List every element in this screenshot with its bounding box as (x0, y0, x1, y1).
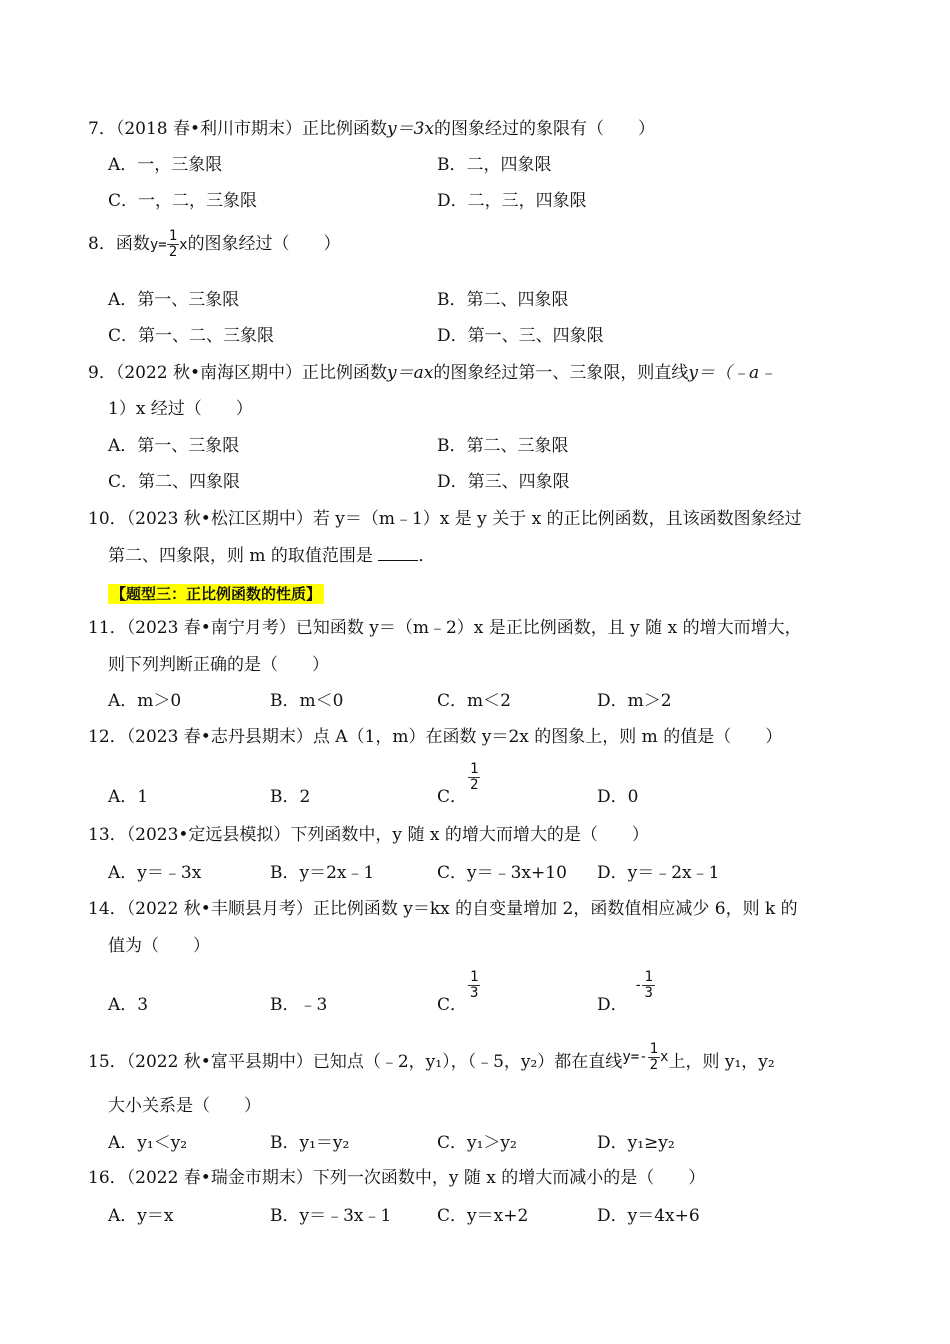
q14-option-a: A．3 (108, 995, 149, 1015)
q8-option-b: B．第二、四象限 (437, 290, 569, 310)
question-7-stem: 7．（2018 春•利川市期末）正比例函数y＝3x的图象经过的象限有（ ） (88, 119, 656, 139)
q11-option-b: B．m＜0 (270, 691, 344, 711)
question-9-stem-line1: 9．（2022 秋•南海区期中）正比例函数y＝ax的图象经过第一、三象限，则直线y＝（﹣a﹣ (88, 363, 777, 383)
q9-option-d: D．第三、四象限 (437, 472, 570, 492)
q12-option-d: D．0 (597, 787, 639, 807)
q8-option-d: D．第一、三、四象限 (437, 326, 604, 346)
formula-image: y=- $\frac{1}{2}$ x (622, 1041, 669, 1073)
question-12-stem: 12．（2023 春•志丹县期末）点 A（1，m）在函数 y＝2x 的图象上，则 m 的值是（ ） (88, 727, 783, 747)
q8-option-c: C．第一、二、三象限 (108, 326, 275, 346)
q12-option-a: A．1 (108, 787, 149, 807)
question-15-stem-line1: 15．（2022 秋•富平县期中）已知点（﹣2，y₁），（﹣5，y₂）都在直线y=- $\frac{1}{2}$ x上，则 y₁，y₂ (88, 1041, 775, 1073)
q9-option-a: A．第一、三象限 (108, 436, 240, 456)
q14-option-c: C． (437, 995, 468, 1015)
q9-option-b: B．第二、三象限 (437, 436, 569, 456)
q7-option-a: A．一，三象限 (108, 155, 223, 175)
q9-option-c: C．第二、四象限 (108, 472, 241, 492)
question-14-stem-line1: 14．（2022 秋•丰顺县月考）正比例函数 y＝kx 的自变量增加 2，函数值相应减少 6，则 k 的 (88, 899, 798, 919)
q12-option-c: C． (437, 787, 468, 807)
q14-option-d-fraction: - $\frac{1}{3}$ (634, 969, 653, 1001)
q16-option-c: C．y＝x+2 (437, 1206, 529, 1226)
question-number: 7． (88, 119, 116, 139)
q15-option-a: A．y₁＜y₂ (108, 1133, 188, 1153)
question-11-stem-line2: 则下列判断正确的是（ ） (108, 655, 329, 675)
question-14-stem-line2: 值为（ ） (108, 936, 210, 956)
q16-option-d: D．y＝4x+6 (597, 1206, 700, 1226)
section-title: 【题型三：正比例函数的性质】 (108, 584, 324, 604)
q12-option-b: B．2 (270, 787, 311, 807)
question-8-stem: 8．函数y= $\frac{1}{2}$ x的图象经过（ ） (88, 228, 341, 260)
q11-option-c: C．m＜2 (437, 691, 511, 711)
q15-option-c: C．y₁＞y₂ (437, 1133, 517, 1153)
q7-option-b: B．二，四象限 (437, 155, 552, 175)
question-9-stem-line2: 1）x 经过（ ） (108, 399, 253, 419)
question-10-stem-line1: 10．（2023 秋•松江区期中）若 y＝（m﹣1）x 是 y 关于 x 的正比例函数，且该函数图象经过 (88, 509, 802, 529)
q13-option-d: D．y＝﹣2x﹣1 (597, 863, 720, 883)
q14-option-b: B．﹣3 (270, 995, 328, 1015)
question-16-stem: 16．（2022 春•瑞金市期末）下列一次函数中，y 随 x 的增大而减小的是（ ） (88, 1168, 706, 1188)
q8-option-a: A．第一、三象限 (108, 290, 240, 310)
q13-option-c: C．y＝﹣3x+10 (437, 863, 567, 883)
q15-option-b: B．y₁＝y₂ (270, 1133, 350, 1153)
answer-blank[interactable] (378, 544, 418, 561)
q13-option-b: B．y＝2x﹣1 (270, 863, 375, 883)
q15-option-d: D．y₁≥y₂ (597, 1133, 675, 1153)
q14-option-d: D． (597, 995, 628, 1015)
q14-option-c-fraction: $\frac{1}{3}$ (470, 969, 479, 1001)
q13-option-a: A．y＝﹣3x (108, 863, 202, 883)
q12-option-c-fraction: $\frac{1}{2}$ (470, 761, 479, 793)
question-11-stem-line1: 11．（2023 春•南宁月考）已知函数 y＝（m﹣2）x 是正比例函数，且 y 随 x 的增大而增大， (88, 618, 802, 638)
q16-option-b: B．y＝﹣3x﹣1 (270, 1206, 392, 1226)
question-10-stem-line2: 第二、四象限，则 m 的取值范围是 ． (108, 546, 436, 566)
q7-option-c: C．一，二，三象限 (108, 191, 258, 211)
q7-option-d: D．二，三，四象限 (437, 191, 587, 211)
question-13-stem: 13．（2023•定远县模拟）下列函数中，y 随 x 的增大而增大的是（ ） (88, 825, 649, 845)
formula-image: y= $\frac{1}{2}$ x (149, 228, 188, 260)
q11-option-d: D．m＞2 (597, 691, 672, 711)
q11-option-a: A．m＞0 (108, 691, 182, 711)
q16-option-a: A．y＝x (108, 1206, 174, 1226)
question-15-stem-line2: 大小关系是（ ） (108, 1096, 261, 1116)
